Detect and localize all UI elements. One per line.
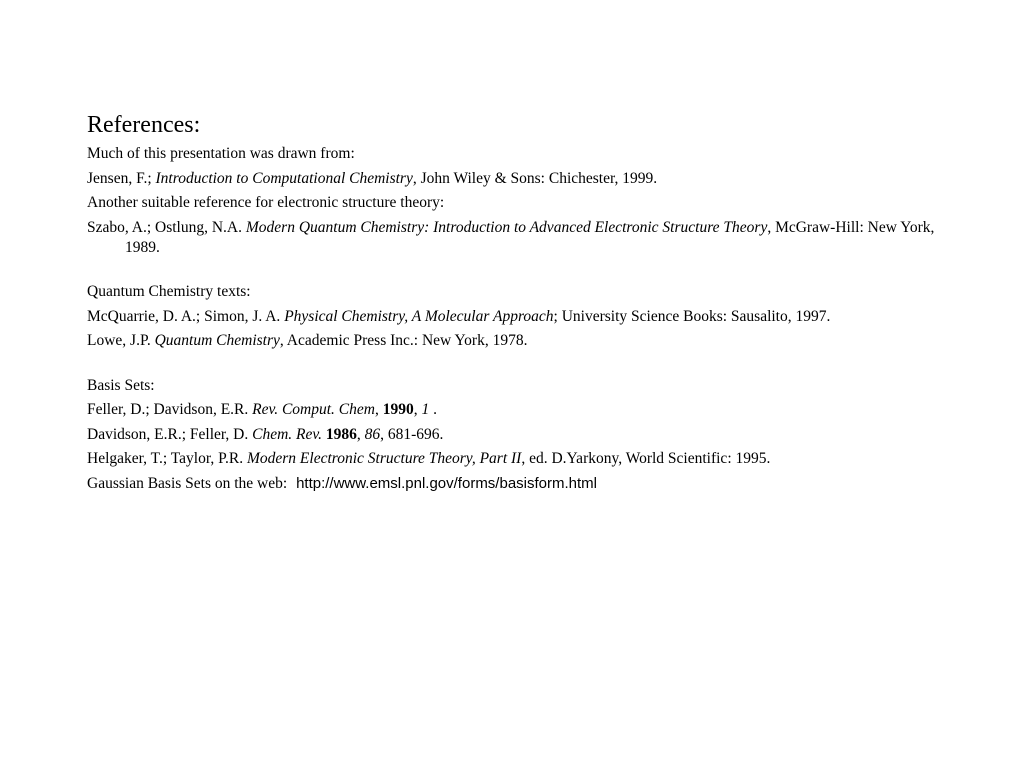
ref-pages: , 681-696. <box>380 425 444 443</box>
ref-authors: Davidson, E.R.; Feller, D. <box>87 425 253 443</box>
spacer <box>87 356 967 376</box>
section-basis-sets: Basis Sets: <box>87 376 155 394</box>
ref-authors: Lowe, J.P. <box>87 332 155 349</box>
ref-year: 1990 <box>382 401 414 418</box>
ref-separator: , <box>356 425 365 443</box>
slide-title: References: <box>87 112 201 138</box>
reference-szabo <box>87 218 967 258</box>
another-reference-text: Another suitable reference for electronic structure theory: <box>87 194 445 211</box>
ref-title: Introduction to Computational Chemistry <box>155 169 413 187</box>
basis-set-url-link[interactable]: http://www.emsl.pnl.gov/forms/basisform.html <box>296 474 598 492</box>
ref-authors: Szabo, A.; Ostlung, N.A. <box>87 218 246 236</box>
ref-publisher: , Academic Press Inc.: New York, 1978. <box>279 332 528 349</box>
ref-authors: McQuarrie, D. A.; Simon, J. A. <box>87 307 285 325</box>
ref-volume: 1 <box>421 401 430 418</box>
reference-lowe <box>87 331 967 351</box>
web-reference <box>87 474 967 494</box>
ref-year: 1986 <box>325 425 357 443</box>
reference-feller <box>87 400 967 420</box>
references-slide <box>87 110 967 498</box>
ref-publisher: , ed. D.Yarkony, World Scientific: 1995. <box>521 450 771 467</box>
ref-authors: Feller, D.; Davidson, E.R. <box>87 401 253 418</box>
web-label: Gaussian Basis Sets on the web: <box>87 474 292 492</box>
ref-separator: , <box>374 401 383 418</box>
ref-authors: Helgaker, T.; Taylor, P.R. <box>87 450 247 467</box>
section-quantum-chemistry-texts: Quantum Chemistry texts: <box>87 283 251 300</box>
reference-davidson <box>87 425 967 445</box>
ref-publisher: ; University Science Books: Sausalito, 1997. <box>553 307 831 325</box>
spacer <box>87 262 967 282</box>
ref-title: Modern Quantum Chemistry: Introduction to Advanced Electronic Structure Theory <box>245 218 768 236</box>
ref-publisher: , John Wiley & Sons: Chichester, 1999. <box>412 169 658 187</box>
reference-jensen <box>87 169 967 189</box>
ref-title: Quantum Chemistry <box>154 332 280 349</box>
ref-separator: , <box>413 401 422 418</box>
ref-journal: Chem. Rev. <box>252 425 323 443</box>
ref-pages: . <box>429 401 437 418</box>
reference-helgaker <box>87 449 967 469</box>
ref-journal: Rev. Comput. Chem <box>252 401 375 418</box>
ref-publisher: , McGraw-Hill: New York, 1989. <box>125 218 935 256</box>
ref-volume: 86 <box>364 425 381 443</box>
intro-text: Much of this presentation was drawn from: <box>87 145 355 162</box>
ref-title: Physical Chemistry, A Molecular Approach <box>284 307 554 325</box>
reference-mcquarrie <box>87 307 967 327</box>
ref-title: Modern Electronic Structure Theory, Part II <box>246 450 522 467</box>
ref-authors: Jensen, F.; <box>87 169 156 187</box>
